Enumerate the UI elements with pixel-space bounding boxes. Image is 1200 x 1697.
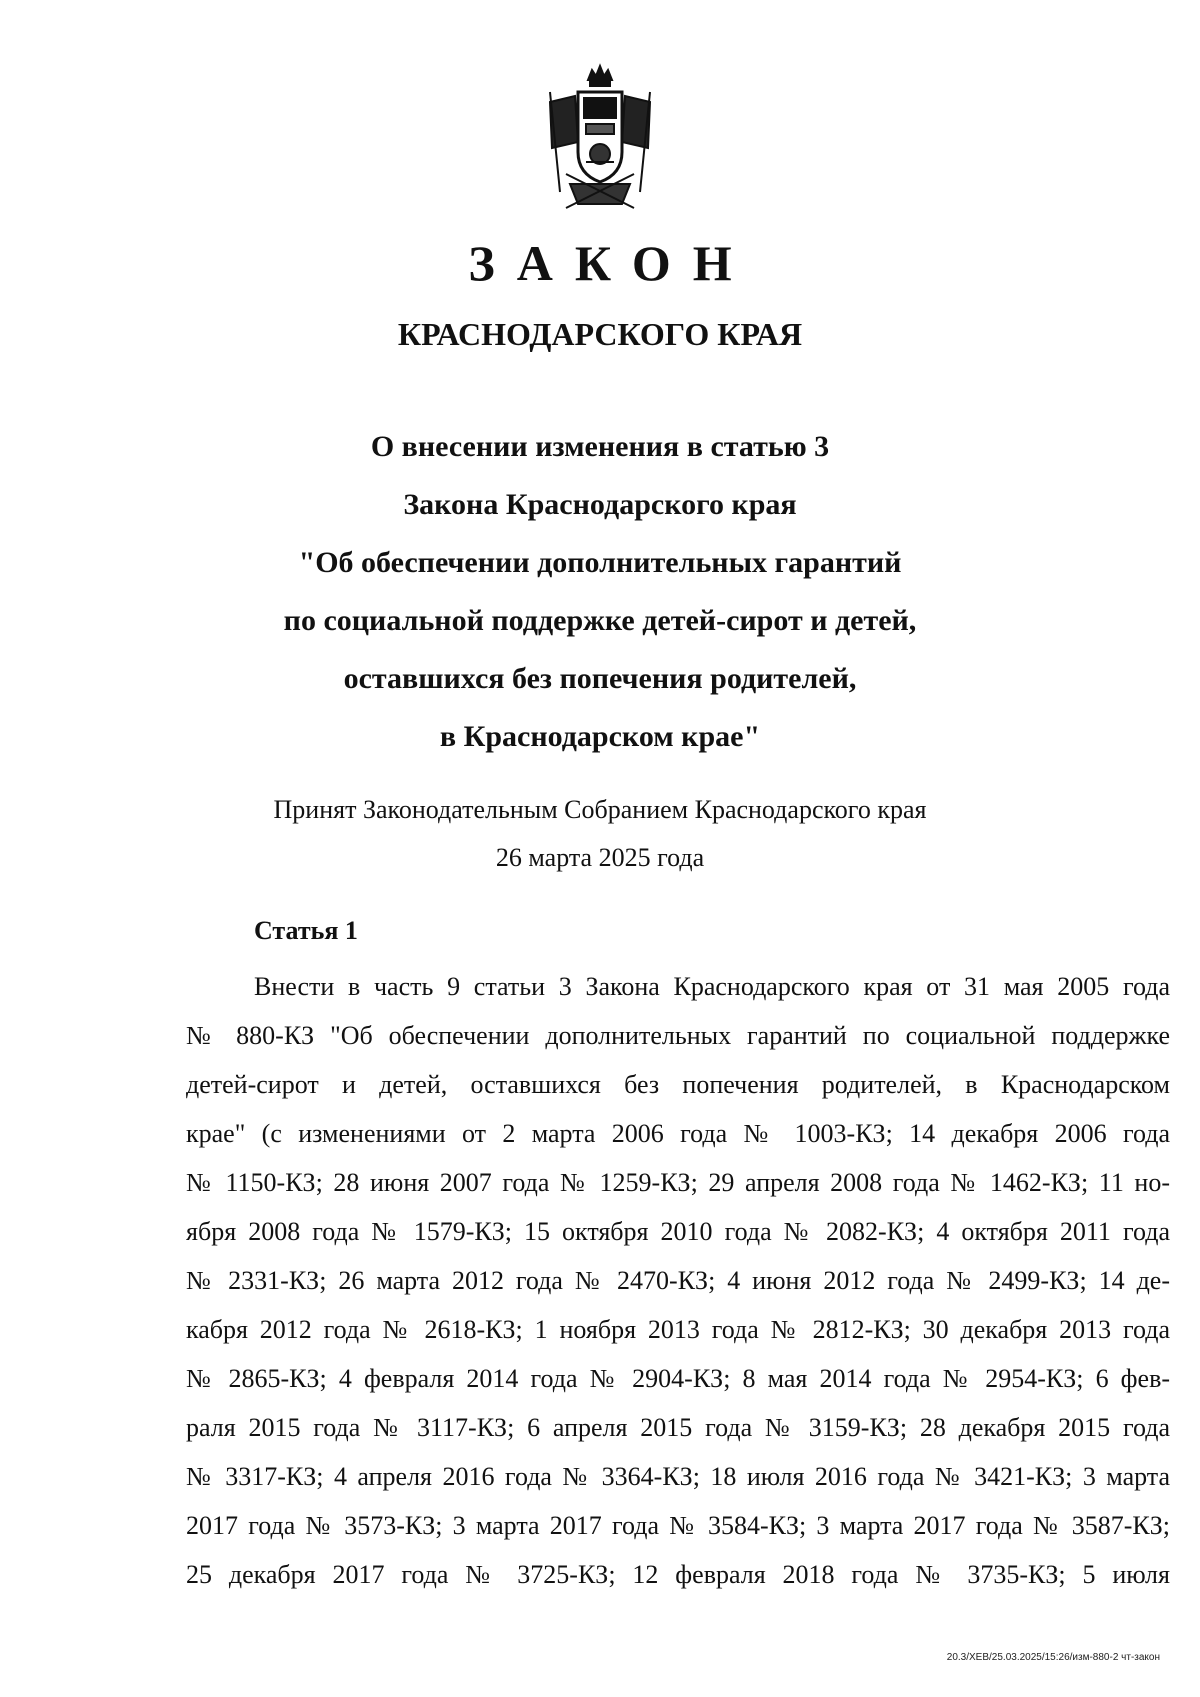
body-line: раля 2015 года № 3117-КЗ; 6 апреля 2015 года № 3159-КЗ; 28 декабря 2015 года: [186, 1413, 1170, 1442]
body-line: № 3317-КЗ; 4 апреля 2016 года № 3364-КЗ; 18 июля 2016 года № 3421-КЗ; 3 марта: [186, 1462, 1170, 1491]
body-line: Внести в часть 9 статьи 3 Закона Краснодарского края от 31 мая 2005 года: [254, 972, 1170, 1001]
title-line: в Краснодарском крае": [439, 720, 761, 753]
title-line: по социальной поддержке детей-сирот и детей,: [283, 604, 917, 637]
law-region: КРАСНОДАРСКОГО КРАЯ: [397, 316, 803, 352]
adoption-note: [0, 786, 1200, 882]
adopted-by: Принят Законодательным Собранием Краснодарского края: [273, 795, 927, 824]
body-line: ября 2008 года № 1579-КЗ; 15 октября 2010 года № 2082-КЗ; 4 октября 2011 года: [186, 1217, 1170, 1246]
body-line: 25 декабря 2017 года № 3725-КЗ; 12 февраля 2018 года № 3735-КЗ; 5 июля: [186, 1560, 1170, 1589]
law-heading: ЗАКОН: [468, 235, 754, 291]
body-line: детей-сирот и детей, оставшихся без попечения родителей, в Краснодарском: [186, 1070, 1170, 1099]
body-line: № 1150-КЗ; 28 июня 2007 года № 1259-КЗ; 29 апреля 2008 года № 1462-КЗ; 11 но-: [186, 1168, 1170, 1197]
body-line: № 2865-КЗ; 4 февраля 2014 года № 2904-КЗ; 8 мая 2014 года № 2954-КЗ; 6 фев-: [186, 1364, 1170, 1393]
article-body: [186, 962, 1170, 1599]
article-heading: Статья 1: [254, 916, 358, 945]
body-line: 2017 года № 3573-КЗ; 3 марта 2017 года № 3584-КЗ; 3 марта 2017 года № 3587-КЗ;: [186, 1511, 1170, 1540]
document-code: 20.3/ХЕВ/25.03.2025/15:26/изм-880-2 чт-закон: [946, 1652, 1160, 1663]
body-line: № 880-КЗ "Об обеспечении дополнительных гарантий по социальной поддержке: [186, 1021, 1170, 1050]
title-line: О внесении изменения в статью 3: [370, 430, 830, 463]
title-line: оставшихся без попечения родителей,: [343, 662, 857, 695]
adopted-date: 26 марта 2025 года: [495, 843, 705, 872]
title-line: "Об обеспечении дополнительных гарантий: [298, 546, 902, 579]
law-title: [0, 418, 1200, 766]
coat-of-arms-emblem: [530, 62, 670, 212]
title-line: Закона Краснодарского края: [403, 488, 797, 521]
body-line: кабря 2012 года № 2618-КЗ; 1 ноября 2013 года № 2812-КЗ; 30 декабря 2013 года: [186, 1315, 1170, 1344]
body-line: крае" (с изменениями от 2 марта 2006 года № 1003-КЗ; 14 декабря 2006 года: [186, 1119, 1170, 1148]
body-line: № 2331-КЗ; 26 марта 2012 года № 2470-КЗ; 4 июня 2012 года № 2499-КЗ; 14 де-: [186, 1266, 1170, 1295]
